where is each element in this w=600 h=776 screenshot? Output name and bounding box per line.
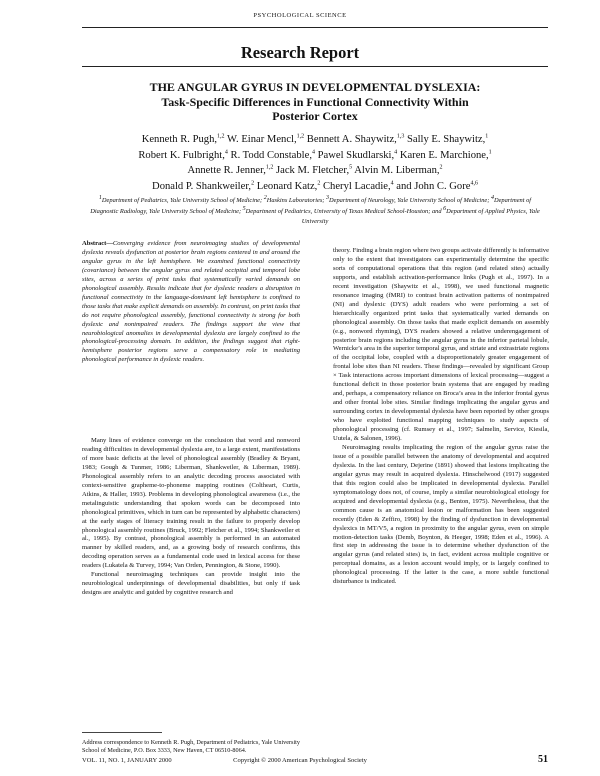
header-rule-bottom (82, 66, 548, 67)
author-name: Donald P. Shankweiler, (152, 180, 252, 192)
author-affiliation-marker: 1,2 (296, 133, 305, 140)
affiliation-text: Department of Pediatrics, Yale University School of Medicine; (101, 197, 264, 204)
author-affiliation-marker: 1,2 (217, 133, 225, 140)
affiliation-text: Department of Pediatrics, University of Texas Medical School-Houston; and (245, 207, 444, 215)
abstract-label: Abstract— (82, 240, 113, 247)
affiliation-marker: 6 (443, 205, 447, 212)
author-affiliation-marker: 2 (317, 179, 321, 186)
journal-name: PSYCHOLOGICAL SCIENCE (253, 12, 347, 19)
author-affiliation-marker: 4 (224, 148, 228, 155)
body-paragraph: theory. Finding a brain region where two groups activate differently is informative only to the extent that investigators can experimentally determine the specific sorts of computational operations that this region (and related sites) actually supports, and establish activation-performance links (Pugh et al., 1997). In a recent investigation (Shaywitz et al., 1998), we used functional magnetic resonance imaging (fMRI) to contrast brain activation patterns of nonimpaired (NI) and dyslexic (DYS) adult readers who were performing a set of hierarchically organized print tasks that systematically varied demands on phonological assembly. On those tasks that made explicit demands on assembly (e.g., nonword rhyming), DYS readers showed a relative underengagement of posterior brain regions including the angular gyrus in the inferior parietal lobule, Wernicke’s area in the superior temporal gyrus, and striate and extrastriate regions of the occipital lobe, coupled with a disproportionately greater engagement of frontal lobe sites than NI readers. These findings—revealed by significant Group × Task interactions across important dimensions of lexical processing—suggest a functional deficit in those posterior brain systems that are engaged by reading and, perhaps, a compensatory reliance on Broca’s area in the inferior frontal gyrus and other frontal lobe sites. Similar findings implicating the angular gyrus and surrounding cortex in developmental dyslexia have been reported by other groups who have exploited functional mapping techniques to study aspects of phonological processing (cf. Rumsey et al., 1997; Salmelin, Service, Kiesila, Uutela, & Salonen, 1996). (333, 247, 549, 443)
title-line-2: Task-Specific Differences in Functional Connectivity Within (161, 94, 469, 109)
author-list (82, 132, 548, 194)
author-line (82, 148, 548, 164)
author-name: Alvin M. Liberman, (354, 165, 440, 176)
article-title (82, 80, 548, 124)
author-name: Robert K. Fulbright, (138, 149, 225, 161)
right-column-body (333, 247, 549, 587)
title-line-3: Posterior Cortex (272, 109, 358, 124)
author-name: Sally E. Shaywitz, (407, 134, 486, 145)
copyright: Copyright © 2000 American Psychological Society (233, 757, 367, 764)
abstract-text: Converging evidence from neuroimaging studies of developmental dyslexia reveals dysfunction at posterior brain regions centered in and around the angular gyrus in the left hemisphere. We examined functional connectivity (covariance) between the angular gyrus and related occipital and temporal lobe sites, across a series of print tasks that systematically varied demands on phonological assembly. Results indicate that for dyslexic readers a disruption in functional connectivity in the language-dominant left hemisphere is confined to those tasks that make explicit demands on assembly. In contrast, on print tasks that do not require phonological assembly, functional connectivity is strong for both dyslexic and nonimpaired readers. The findings support the view that neurobiological anomalies in developmental dyslexia are largely confined to the phonological-processing domain. In addition, the findings suggest that right-hemisphere posterior regions serve a compensatory role in mediating phonological performance in dyslexic readers. (82, 240, 300, 364)
author-name: and John C. Gore (396, 180, 471, 192)
header-rule-top (82, 27, 548, 28)
affiliation-text: Department of Neurology, Yale University School of Medicine; (329, 197, 491, 204)
author-name: Karen E. Marchione, (399, 149, 489, 161)
author-name: R. Todd Constable, (230, 149, 312, 161)
affiliation-marker: 5 (242, 205, 246, 212)
author-affiliation-marker: 1 (488, 148, 492, 155)
page-number: 51 (538, 754, 548, 765)
author-name: Kenneth R. Pugh, (141, 134, 218, 145)
author-name: Bennett A. Shaywitz, (306, 134, 397, 145)
volume-info: VOL. 11, NO. 1, JANUARY 2000 (82, 757, 172, 764)
author-affiliation-marker: 1 (485, 133, 489, 140)
author-affiliation-marker: 4 (394, 148, 398, 155)
author-name: Cheryl Lacadie, (322, 180, 391, 192)
author-affiliation-marker: 1,3 (396, 133, 405, 140)
correspondence-footnote: Address correspondence to Kenneth R. Pugh, Department of Pediatrics, Yale University School of Medicine, P.O. Box 3333, New Haven, CT 06510-8064. (82, 739, 300, 755)
title-line-1: THE ANGULAR GYRUS IN DEVELOPMENTAL DYSLEXIA: (149, 80, 481, 94)
author-affiliation-marker: 1,2 (265, 164, 274, 171)
author-name: Pawel Skudlarski, (317, 149, 395, 161)
affiliation-text: Department of Applied Physics, Yale University (301, 207, 540, 225)
affiliation-text: Haskins Laboratories; (266, 197, 327, 204)
affiliation-marker: 4 (490, 194, 494, 201)
author-name: Annette R. Jenner, (187, 165, 266, 176)
author-affiliation-marker: 2 (251, 179, 255, 186)
affiliation-text: Department of Diagnostic Radiology, Yale University School of Medicine; (90, 197, 532, 215)
left-column-body (82, 437, 300, 598)
abstract (82, 240, 300, 365)
affiliation-marker: 1 (98, 194, 102, 201)
section-heading: Research Report (240, 43, 360, 62)
author-affiliation-marker: 4 (390, 179, 394, 186)
author-affiliation-marker: 4,6 (470, 179, 478, 186)
author-line (82, 132, 548, 148)
body-paragraph: Functional neuroimaging techniques can provide insight into the neurobiological underpinnings of developmental disabilities, but only if task designs are analytic and guided by cognitive research and (82, 571, 300, 597)
author-name: Jack M. Fletcher, (276, 165, 350, 176)
author-line (82, 163, 548, 179)
author-name: Leonard Katz, (256, 180, 318, 192)
affiliations (90, 196, 540, 228)
author-name: W. Einar Mencl, (227, 134, 297, 145)
author-affiliation-marker: 5 (349, 164, 353, 171)
author-affiliation-marker: 2 (439, 164, 443, 171)
author-line (82, 179, 548, 195)
affiliation-marker: 2 (263, 194, 267, 201)
body-paragraph: Many lines of evidence converge on the conclusion that word and nonword reading difficulties in developmental dyslexia are, to a large extent, manifestations of more basic deficits at the level of phonological assembly (Bradley & Bryant, 1983; Gough & Tunmer, 1986; Liberman, Shankweiler, & Liberman, 1989). Phonological assembly refers to an analytic decoding process associated with context-sensitive grapheme-to-phoneme mapping routines (Coltheart, Curtis, Atkins, & Haller, 1993). Problems in developing phonological awareness (i.e., the metalinguistic understanding that spoken words can be decomposed into phonological primitives, which in turn can be represented by alphabetic characters) at the early stages of literacy training result in the failure to properly develop phonological assembly routines (Bruck, 1992; Fletcher et al., 1994; Shankweiler et al., 1995). By contrast, phonological assembly is performed in an automated manner by skilled readers, and, as a growing body of research confirms, this decoding operation serves as a fundamental code used in lexical access for these readers (Lukatela & Turvey, 1994; Van Orden, Pennington, & Stone, 1990). (82, 437, 300, 570)
footnote-rule (82, 732, 162, 733)
affiliation-marker: 3 (326, 194, 330, 201)
author-affiliation-marker: 4 (311, 148, 315, 155)
body-paragraph: Neuroimaging results implicating the region of the angular gyrus raise the issue of a possible parallel between the anatomy of developmental and acquired dyslexia. In the last century, Dejerine (1891) showed that lesions implicating the angular gyrus may result in acquired dyslexia. Hinschelwood (1917) suggested that this region could also be implicated in developmental dyslexia. Parallel symptomatology does not, of course, imply a similar neurobiological etiology for acquired and developmental dyslexia (e.g., Benton, 1975). Nevertheless, that the common cause is an anatomical lesion or malformation has been suggested recently (Eden & Zeffiro, 1998) by the finding of dysfunction in developmental dyslexics in MT/V5, a region in proximity to the angular gyrus, even on simple motion-detection tasks (Demb, Boynton, & Heeger, 1998; Eden et al., 1996). A first step in addressing the issue is to determine whether dysfunction of the angular gyrus (and related sites) is, in fact, evident across multiple cognitive or perceptual domains, as a lesion account would imply, or is largely confined to phonological processing. If the latter is the case, a more subtle functional disturbance is indicated. (333, 443, 549, 586)
